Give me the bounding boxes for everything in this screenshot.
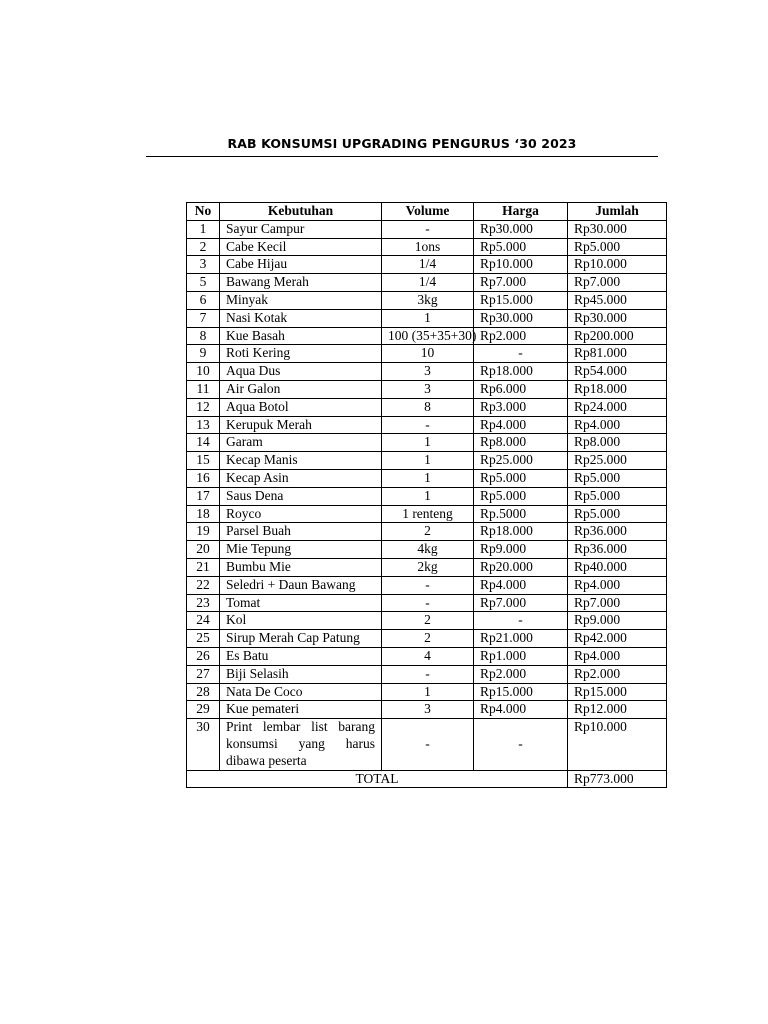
- row-no: 7: [187, 309, 220, 327]
- table-row: [187, 665, 667, 683]
- row-kebutuhan: Roti Kering: [220, 345, 382, 363]
- row-jumlah: Rp4.000: [568, 647, 667, 665]
- row-kebutuhan: Seledri + Daun Bawang: [220, 576, 382, 594]
- row-jumlah: Rp30.000: [568, 220, 667, 238]
- row-no: 1: [187, 220, 220, 238]
- table-row: [187, 576, 667, 594]
- row-kebutuhan: Nasi Kotak: [220, 309, 382, 327]
- row-no: 30: [187, 719, 220, 770]
- row-jumlah: Rp5.000: [568, 238, 667, 256]
- row-jumlah: Rp5.000: [568, 469, 667, 487]
- row-kebutuhan: Sirup Merah Cap Patung: [220, 630, 382, 648]
- row-jumlah: Rp36.000: [568, 523, 667, 541]
- row-kebutuhan: Aqua Botol: [220, 398, 382, 416]
- row-jumlah: Rp40.000: [568, 558, 667, 576]
- row-harga: Rp4.000: [474, 701, 568, 719]
- table-row: [187, 363, 667, 381]
- row-kebutuhan: Tomat: [220, 594, 382, 612]
- row-no: 10: [187, 363, 220, 381]
- row-kebutuhan: Air Galon: [220, 380, 382, 398]
- row-jumlah: Rp12.000: [568, 701, 667, 719]
- row-volume: 1 renteng: [382, 505, 474, 523]
- header-volume: Volume: [382, 203, 474, 221]
- table-row: [187, 630, 667, 648]
- total-value: Rp773.000: [568, 770, 667, 788]
- table-row: [187, 683, 667, 701]
- row-harga: Rp6.000: [474, 380, 568, 398]
- table-row: [187, 238, 667, 256]
- row-volume: 1: [382, 452, 474, 470]
- row-harga: -: [474, 345, 568, 363]
- table-header-row: [187, 203, 667, 221]
- row-volume: 3: [382, 380, 474, 398]
- table-row: [187, 612, 667, 630]
- row-kebutuhan: Saus Dena: [220, 487, 382, 505]
- row-harga: Rp4.000: [474, 416, 568, 434]
- row-volume: 10: [382, 345, 474, 363]
- row-kebutuhan: Minyak: [220, 291, 382, 309]
- row-volume: 1ons: [382, 238, 474, 256]
- table-row: [187, 416, 667, 434]
- row-volume: 2: [382, 523, 474, 541]
- row-kebutuhan: Es Batu: [220, 647, 382, 665]
- row-no: 14: [187, 434, 220, 452]
- row-volume: 4: [382, 647, 474, 665]
- row-harga: Rp21.000: [474, 630, 568, 648]
- table-row: [187, 541, 667, 559]
- row-harga: Rp30.000: [474, 309, 568, 327]
- header-harga: Harga: [474, 203, 568, 221]
- row-no: 20: [187, 541, 220, 559]
- row-kebutuhan: Bawang Merah: [220, 274, 382, 292]
- row-no: 21: [187, 558, 220, 576]
- table-row: [187, 558, 667, 576]
- row-harga: Rp10.000: [474, 256, 568, 274]
- header-kebutuhan: Kebutuhan: [220, 203, 382, 221]
- table-row: [187, 505, 667, 523]
- table-row: [187, 719, 667, 770]
- row-kebutuhan: Cabe Hijau: [220, 256, 382, 274]
- row-no: 19: [187, 523, 220, 541]
- row-no: 2: [187, 238, 220, 256]
- total-label: TOTAL: [187, 770, 568, 788]
- row-harga: Rp8.000: [474, 434, 568, 452]
- row-volume: 1: [382, 309, 474, 327]
- row-harga: Rp25.000: [474, 452, 568, 470]
- row-jumlah: Rp10.000: [568, 256, 667, 274]
- row-harga: Rp5.000: [474, 469, 568, 487]
- row-no: 16: [187, 469, 220, 487]
- row-harga: Rp4.000: [474, 576, 568, 594]
- row-volume: -: [382, 719, 474, 770]
- row-harga: Rp5.000: [474, 487, 568, 505]
- row-volume: 100 (35+35+30): [382, 327, 474, 345]
- row-no: 18: [187, 505, 220, 523]
- row-kebutuhan: Kol: [220, 612, 382, 630]
- row-kebutuhan: Kecap Asin: [220, 469, 382, 487]
- row-kebutuhan: Mie Tepung: [220, 541, 382, 559]
- row-no: 8: [187, 327, 220, 345]
- row-volume: 3: [382, 363, 474, 381]
- row-harga: -: [474, 612, 568, 630]
- table-row: [187, 309, 667, 327]
- table-row: [187, 594, 667, 612]
- row-harga: Rp7.000: [474, 274, 568, 292]
- row-kebutuhan: Parsel Buah: [220, 523, 382, 541]
- row-no: 11: [187, 380, 220, 398]
- row-harga: Rp5.000: [474, 238, 568, 256]
- row-jumlah: Rp4.000: [568, 576, 667, 594]
- row-harga: Rp1.000: [474, 647, 568, 665]
- row-volume: 1: [382, 683, 474, 701]
- row-jumlah: Rp5.000: [568, 487, 667, 505]
- row-jumlah: Rp45.000: [568, 291, 667, 309]
- row-jumlah: Rp36.000: [568, 541, 667, 559]
- row-jumlah: Rp7.000: [568, 594, 667, 612]
- row-volume: 2: [382, 630, 474, 648]
- row-jumlah: Rp4.000: [568, 416, 667, 434]
- row-no: 9: [187, 345, 220, 363]
- row-jumlah: Rp18.000: [568, 380, 667, 398]
- row-volume: -: [382, 594, 474, 612]
- title-underline: [146, 156, 658, 157]
- table-body: [187, 220, 667, 770]
- row-kebutuhan: Kue pemateri: [220, 701, 382, 719]
- row-no: 3: [187, 256, 220, 274]
- row-volume: 3kg: [382, 291, 474, 309]
- row-kebutuhan: Biji Selasih: [220, 665, 382, 683]
- row-volume: 1/4: [382, 274, 474, 292]
- row-no: 29: [187, 701, 220, 719]
- row-harga: Rp18.000: [474, 523, 568, 541]
- row-harga: Rp7.000: [474, 594, 568, 612]
- row-jumlah: Rp25.000: [568, 452, 667, 470]
- row-volume: 3: [382, 701, 474, 719]
- row-volume: -: [382, 416, 474, 434]
- table-row: [187, 523, 667, 541]
- table-row: [187, 469, 667, 487]
- row-no: 15: [187, 452, 220, 470]
- row-kebutuhan: Kue Basah: [220, 327, 382, 345]
- table-row: [187, 487, 667, 505]
- row-kebutuhan: Cabe Kecil: [220, 238, 382, 256]
- row-volume: -: [382, 665, 474, 683]
- row-jumlah: Rp54.000: [568, 363, 667, 381]
- table-row: [187, 398, 667, 416]
- row-kebutuhan: Sayur Campur: [220, 220, 382, 238]
- row-volume: 2: [382, 612, 474, 630]
- row-volume: -: [382, 220, 474, 238]
- row-jumlah: Rp42.000: [568, 630, 667, 648]
- row-jumlah: Rp10.000: [568, 719, 667, 770]
- row-volume: -: [382, 576, 474, 594]
- table-row: [187, 701, 667, 719]
- table-row: [187, 274, 667, 292]
- row-harga: Rp2.000: [474, 665, 568, 683]
- table-row: [187, 345, 667, 363]
- row-jumlah: Rp30.000: [568, 309, 667, 327]
- row-harga: Rp3.000: [474, 398, 568, 416]
- row-kebutuhan: Aqua Dus: [220, 363, 382, 381]
- table-row: [187, 647, 667, 665]
- row-kebutuhan: Royco: [220, 505, 382, 523]
- row-volume: 1/4: [382, 256, 474, 274]
- row-volume: 4kg: [382, 541, 474, 559]
- row-kebutuhan: Nata De Coco: [220, 683, 382, 701]
- row-kebutuhan: Garam: [220, 434, 382, 452]
- header-no: No: [187, 203, 220, 221]
- row-volume: 1: [382, 469, 474, 487]
- row-no: 23: [187, 594, 220, 612]
- header-jumlah: Jumlah: [568, 203, 667, 221]
- row-kebutuhan: Kerupuk Merah: [220, 416, 382, 434]
- table-row: [187, 256, 667, 274]
- row-jumlah: Rp81.000: [568, 345, 667, 363]
- row-harga: Rp.5000: [474, 505, 568, 523]
- row-no: 27: [187, 665, 220, 683]
- row-jumlah: Rp7.000: [568, 274, 667, 292]
- row-jumlah: Rp8.000: [568, 434, 667, 452]
- document-title: RAB KONSUMSI UPGRADING PENGURUS ‘30 2023: [227, 136, 577, 151]
- row-harga: Rp18.000: [474, 363, 568, 381]
- row-no: 28: [187, 683, 220, 701]
- table-row: [187, 220, 667, 238]
- row-harga: Rp2.000: [474, 327, 568, 345]
- row-no: 5: [187, 274, 220, 292]
- row-volume: 1: [382, 487, 474, 505]
- row-harga: Rp9.000: [474, 541, 568, 559]
- row-kebutuhan: Bumbu Mie: [220, 558, 382, 576]
- row-kebutuhan: Kecap Manis: [220, 452, 382, 470]
- table-row: [187, 452, 667, 470]
- row-no: 6: [187, 291, 220, 309]
- row-no: 12: [187, 398, 220, 416]
- row-harga: Rp20.000: [474, 558, 568, 576]
- row-harga: Rp30.000: [474, 220, 568, 238]
- row-jumlah: Rp15.000: [568, 683, 667, 701]
- row-no: 25: [187, 630, 220, 648]
- row-no: 26: [187, 647, 220, 665]
- row-kebutuhan: Print lembar list barang konsumsi yang harus dibawa peserta: [220, 719, 382, 770]
- row-harga: -: [474, 719, 568, 770]
- row-no: 17: [187, 487, 220, 505]
- row-volume: 1: [382, 434, 474, 452]
- table-row: [187, 380, 667, 398]
- row-jumlah: Rp2.000: [568, 665, 667, 683]
- row-no: 24: [187, 612, 220, 630]
- table-row: [187, 291, 667, 309]
- row-jumlah: Rp200.000: [568, 327, 667, 345]
- row-jumlah: Rp9.000: [568, 612, 667, 630]
- row-harga: Rp15.000: [474, 291, 568, 309]
- row-jumlah: Rp24.000: [568, 398, 667, 416]
- row-no: 13: [187, 416, 220, 434]
- row-no: 22: [187, 576, 220, 594]
- budget-table: [186, 202, 667, 788]
- table-row: [187, 434, 667, 452]
- row-volume: 2kg: [382, 558, 474, 576]
- row-harga: Rp15.000: [474, 683, 568, 701]
- total-row: [187, 770, 667, 788]
- row-volume: 8: [382, 398, 474, 416]
- row-jumlah: Rp5.000: [568, 505, 667, 523]
- table-row: [187, 327, 667, 345]
